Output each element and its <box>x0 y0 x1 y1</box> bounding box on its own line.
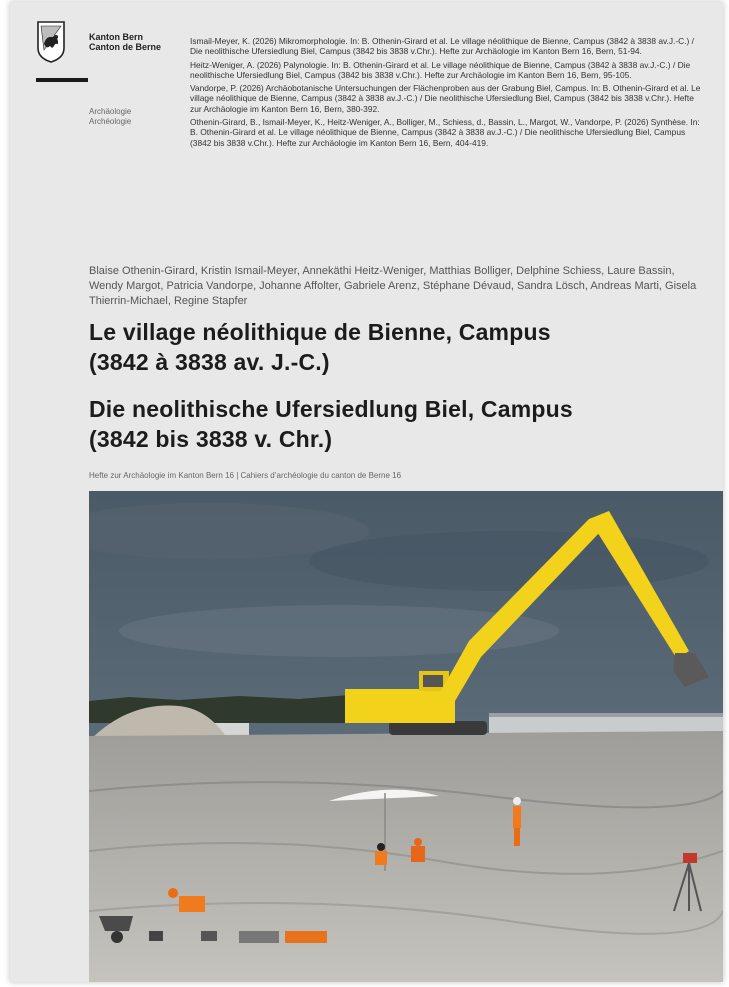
cover-photo-excavation-site <box>89 491 723 982</box>
department-fr: Archéologie <box>89 117 132 126</box>
author-list: Blaise Othenin-Girard, Kristin Ismail-Meyer, Annekäthi Heitz-Weniger, Matthias Bolliger, Delphine Schiess, Laure Bassin, Wendy Margot, Patricia Vandorpe, Johanne Affolter, Gabriele Arenz, Stéphane Dévaud, Sandra Lösch, Andreas Marti, Gisela Thierrin-Michael, Regine Stapfer <box>89 265 697 307</box>
title-french-line2: (3842 à 3838 av. J.-C.) <box>89 349 330 375</box>
title-german-line2: (3842 bis 3838 v. Chr.) <box>89 426 333 452</box>
department-name <box>89 107 131 127</box>
series-name: Hefte zur Archäologie im Kanton Bern 16 | Cahiers d’archéologie du canton de Berne 16 <box>89 471 402 480</box>
title-french-line1: Le village néolithique de Bienne, Campus <box>89 319 551 345</box>
document-page <box>10 2 723 982</box>
title-german-line1: Die neolithische Ufersiedlung Biel, Campus <box>89 396 573 422</box>
canton-name-de: Kanton Bern <box>89 32 143 42</box>
reference-item: Vandorpe, P. (2026) Archäobotanische Untersuchungen der Flächenproben aus der Grabung Biel, Campus. In: B. Othenin-Girard et al. Le village néolithique de Bienne, Campus (3842 à 3838 av.J.-C.) / Die neolithische Ufersiedlung Biel, Campus (3842 bis 3838 v.Chr.). Hefte zur Archäologie im Kanton Bern 16, Bern, 380-392. <box>190 83 701 114</box>
reference-item: Othenin-Girard, B., Ismail-Meyer, K., Heitz-Weniger, A., Bolliger, M., Schiess, d., Bassin, L., Margot, W., Vandorpe, P. (2026) Synthèse. In: B. Othenin-Girard et al. Le village néolithique de Bienne, Campus (3842 à 3838 av.J.-C.) / Die neolithische Ufersiedlung Biel, Campus (3842 bis 3838 v.Chr.). Hefte zur Archäologie im Kanton Bern 16, Bern, 404-419. <box>190 117 700 148</box>
canton-name <box>89 32 161 52</box>
reference-item: Heitz-Weniger, A. (2026) Palynologie. In: B. Othenin-Girard et al. Le village néolithique de Bienne, Campus (3842 à 3838 av.J.-C.) / Die neolithische Ufersiedlung Biel, Campus (3842 bis 3838 v.Chr.). Hefte zur Archäologie im Kanton Bern 16, Bern, 95-105. <box>190 59 691 80</box>
bern-bear-crest-icon <box>36 20 66 64</box>
title-german <box>89 394 709 454</box>
department-de: Archäologie <box>89 107 132 116</box>
title-french <box>89 317 709 377</box>
reference-list <box>190 36 702 151</box>
canton-name-fr: Canton de Berne <box>89 42 162 52</box>
reference-item: Ismail-Meyer, K. (2026) Mikromorphologie. In: B. Othenin-Girard et al. Le village néolithique de Bienne, Campus (3842 à 3838 av.J.-C.) / Die neolithische Ufersiedlung Biel, Campus (3842 bis 3838 v.Chr.). Hefte zur Archäologie im Kanton Bern 16, Bern, 51-94. <box>190 36 694 57</box>
header-rule <box>36 78 88 82</box>
